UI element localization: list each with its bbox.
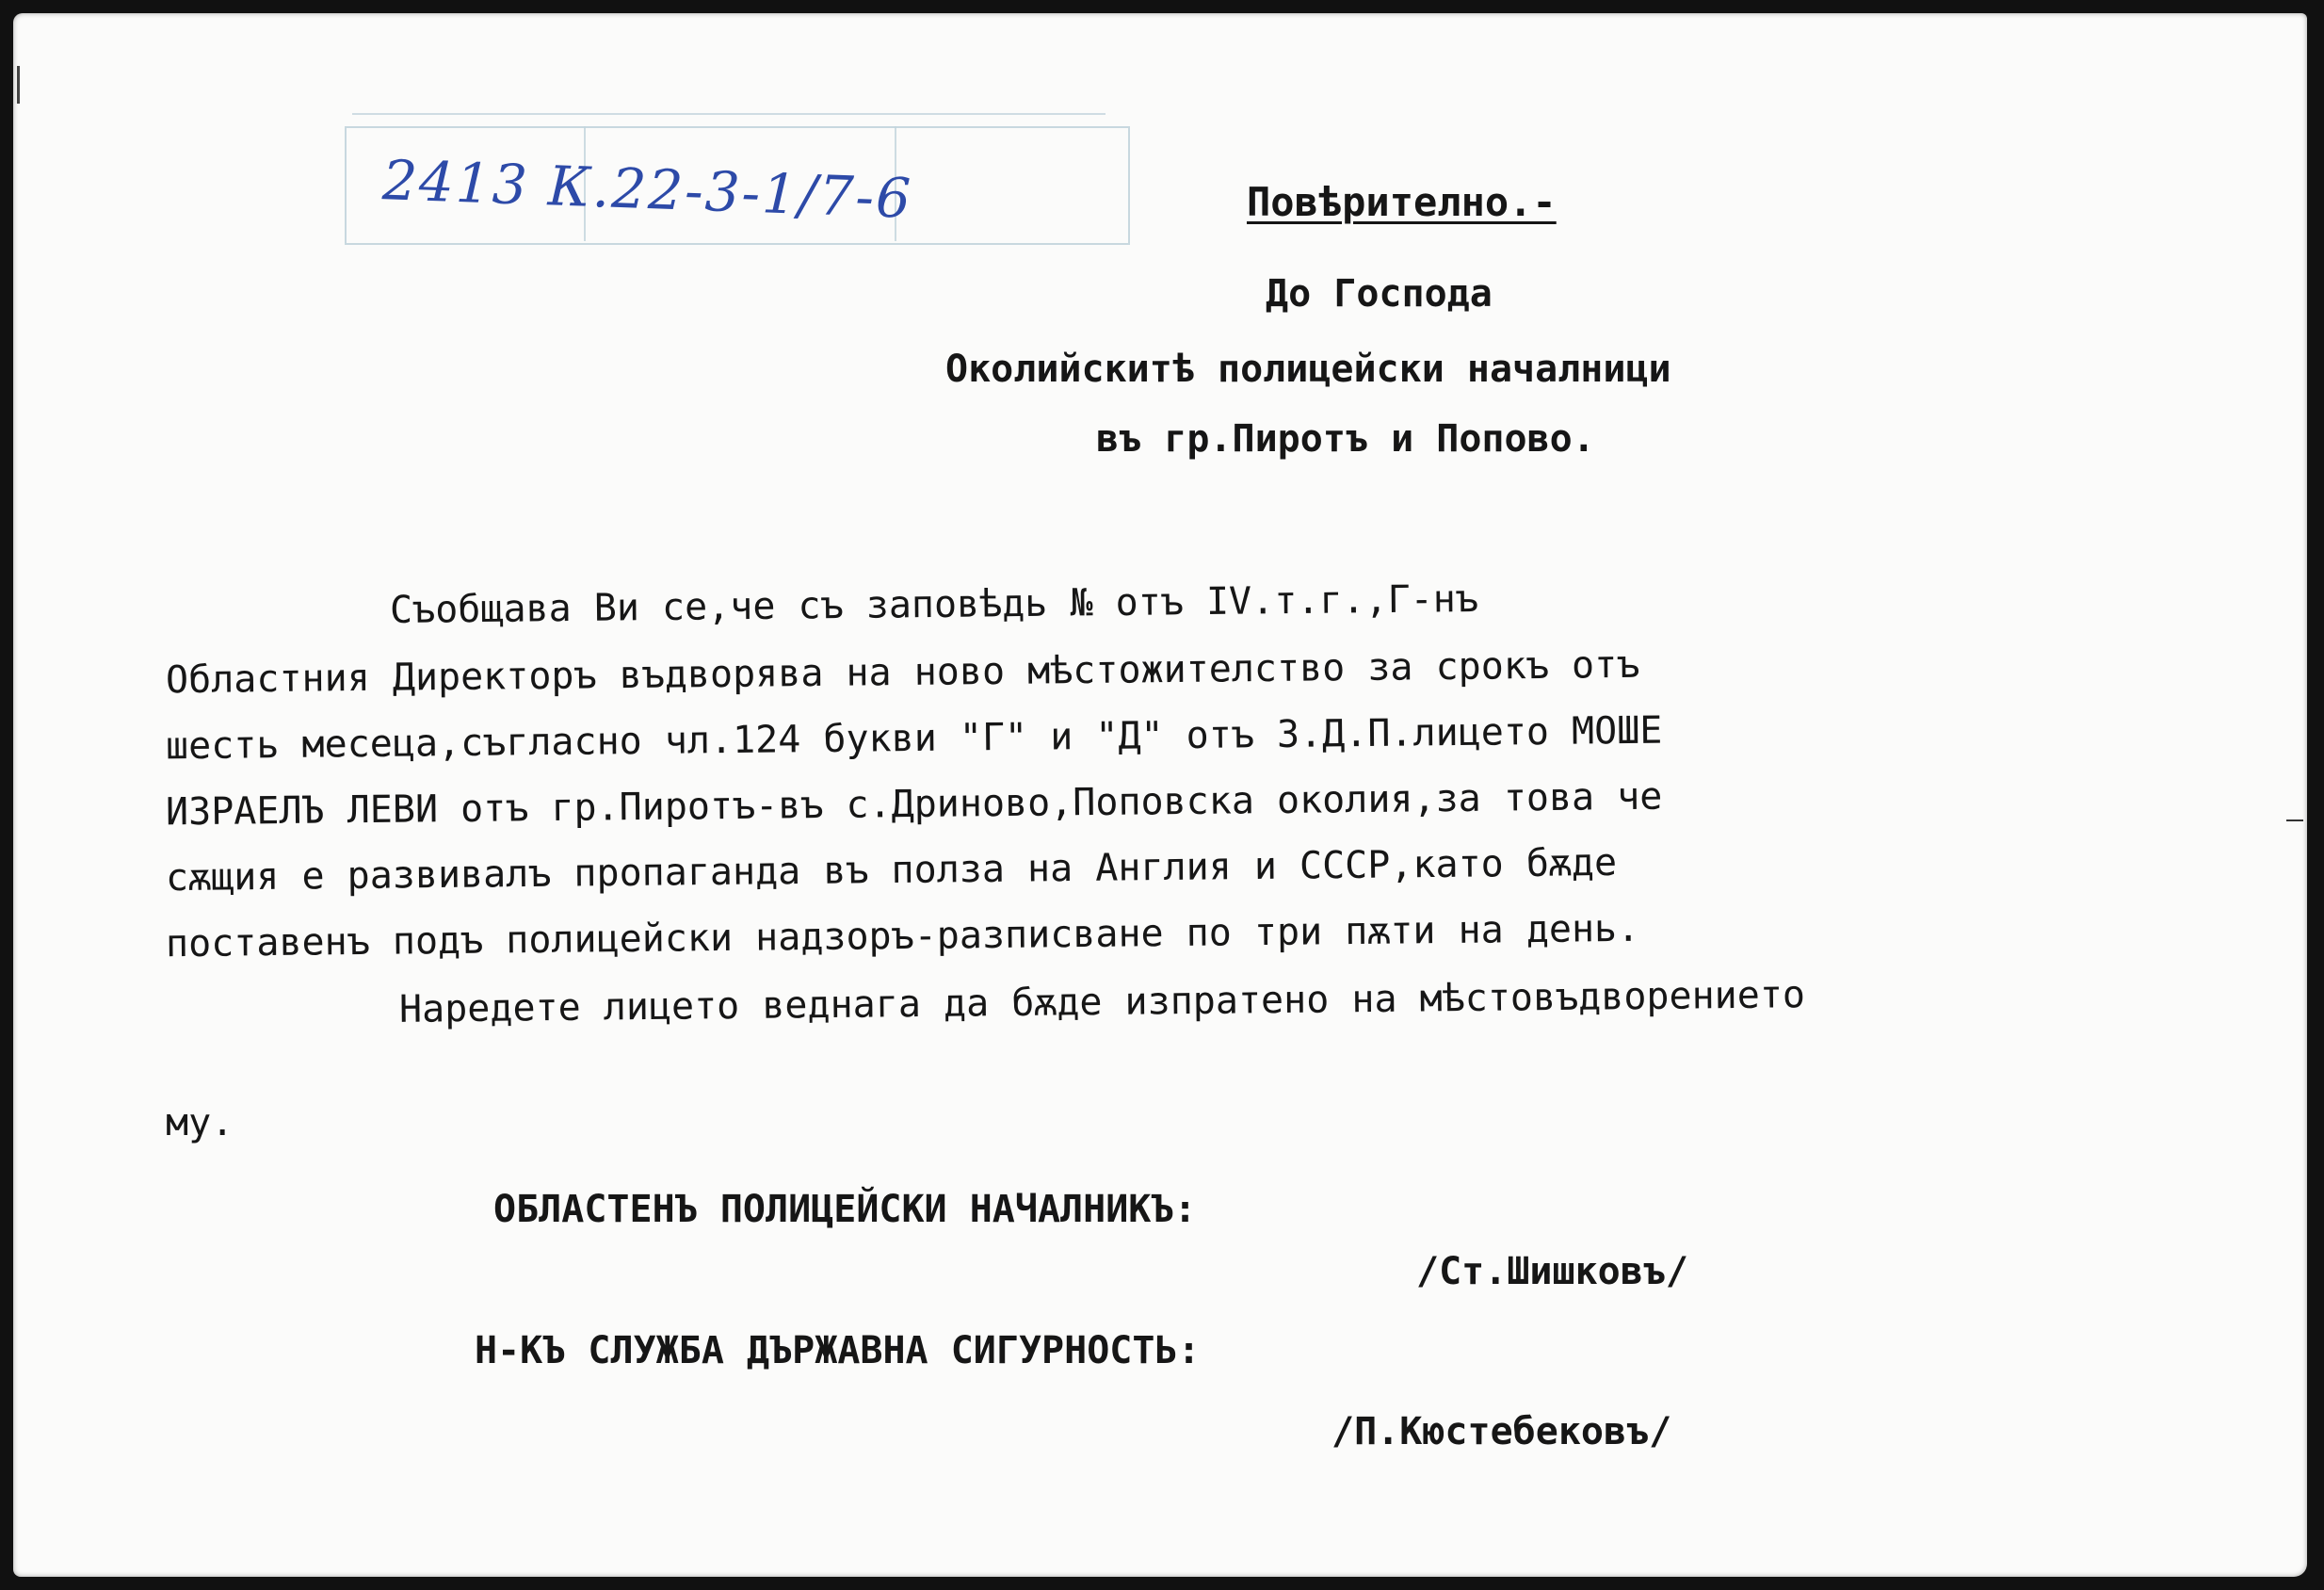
signature-title: Н-КЪ СЛУЖБА ДЪРЖАВНА СИГУРНОСТЬ: [475, 1329, 1201, 1372]
body-line: Съобщава Ви се,че съ заповѣдь № отъ IV.т.г.,Г-нъ [389, 576, 1479, 633]
body-line: Областния Директоръ въдворява на ново мѣстожителство за срокъ отъ [165, 642, 1640, 703]
body-line: Наредете лицето веднага да бѫде изпратено на мѣстовъдворението [398, 973, 1806, 1031]
signature-name: /П.Кюстебековъ/ [1331, 1410, 1672, 1453]
body-line: ИЗРАЕЛЪ ЛЕВИ отъ гр.Пиротъ-въ с.Дриново,Поповска околия,за това че [165, 774, 1663, 835]
document-page [13, 13, 2307, 1577]
edge-mark [2286, 819, 2303, 821]
signature-title: ОБЛАСТЕНЪ ПОЛИЦЕЙСКИ НАЧАЛНИКЪ: [493, 1188, 1197, 1231]
body-line: сѫщия е развивалъ пропаганда въ полза на Англия и СССР,като бѫде [165, 840, 1618, 900]
archive-stamp-header [352, 72, 1106, 115]
signature-name: /Ст.Шишковъ/ [1416, 1250, 1688, 1293]
addressee-line: въ гр.Пиротъ и Попово. [1096, 417, 1595, 461]
handwritten-reference: 2413 К.22-3-1/7-6 [380, 148, 914, 231]
body-line: поставенъ подъ полицейски надзоръ-разписване по три пѫти на день. [165, 906, 1640, 966]
body-line: шесть месеца,съгласно чл.124 букви "Г" и "Д" отъ З.Д.П.лицето МОШЕ [165, 708, 1663, 769]
body-line: му. [166, 1101, 234, 1144]
addressee-line: До Господа [1266, 272, 1493, 316]
addressee-line: Околийскитѣ полицейски началници [945, 348, 1671, 391]
edge-mark [17, 66, 20, 104]
classification-label: Повѣрително.- [1247, 179, 1557, 225]
